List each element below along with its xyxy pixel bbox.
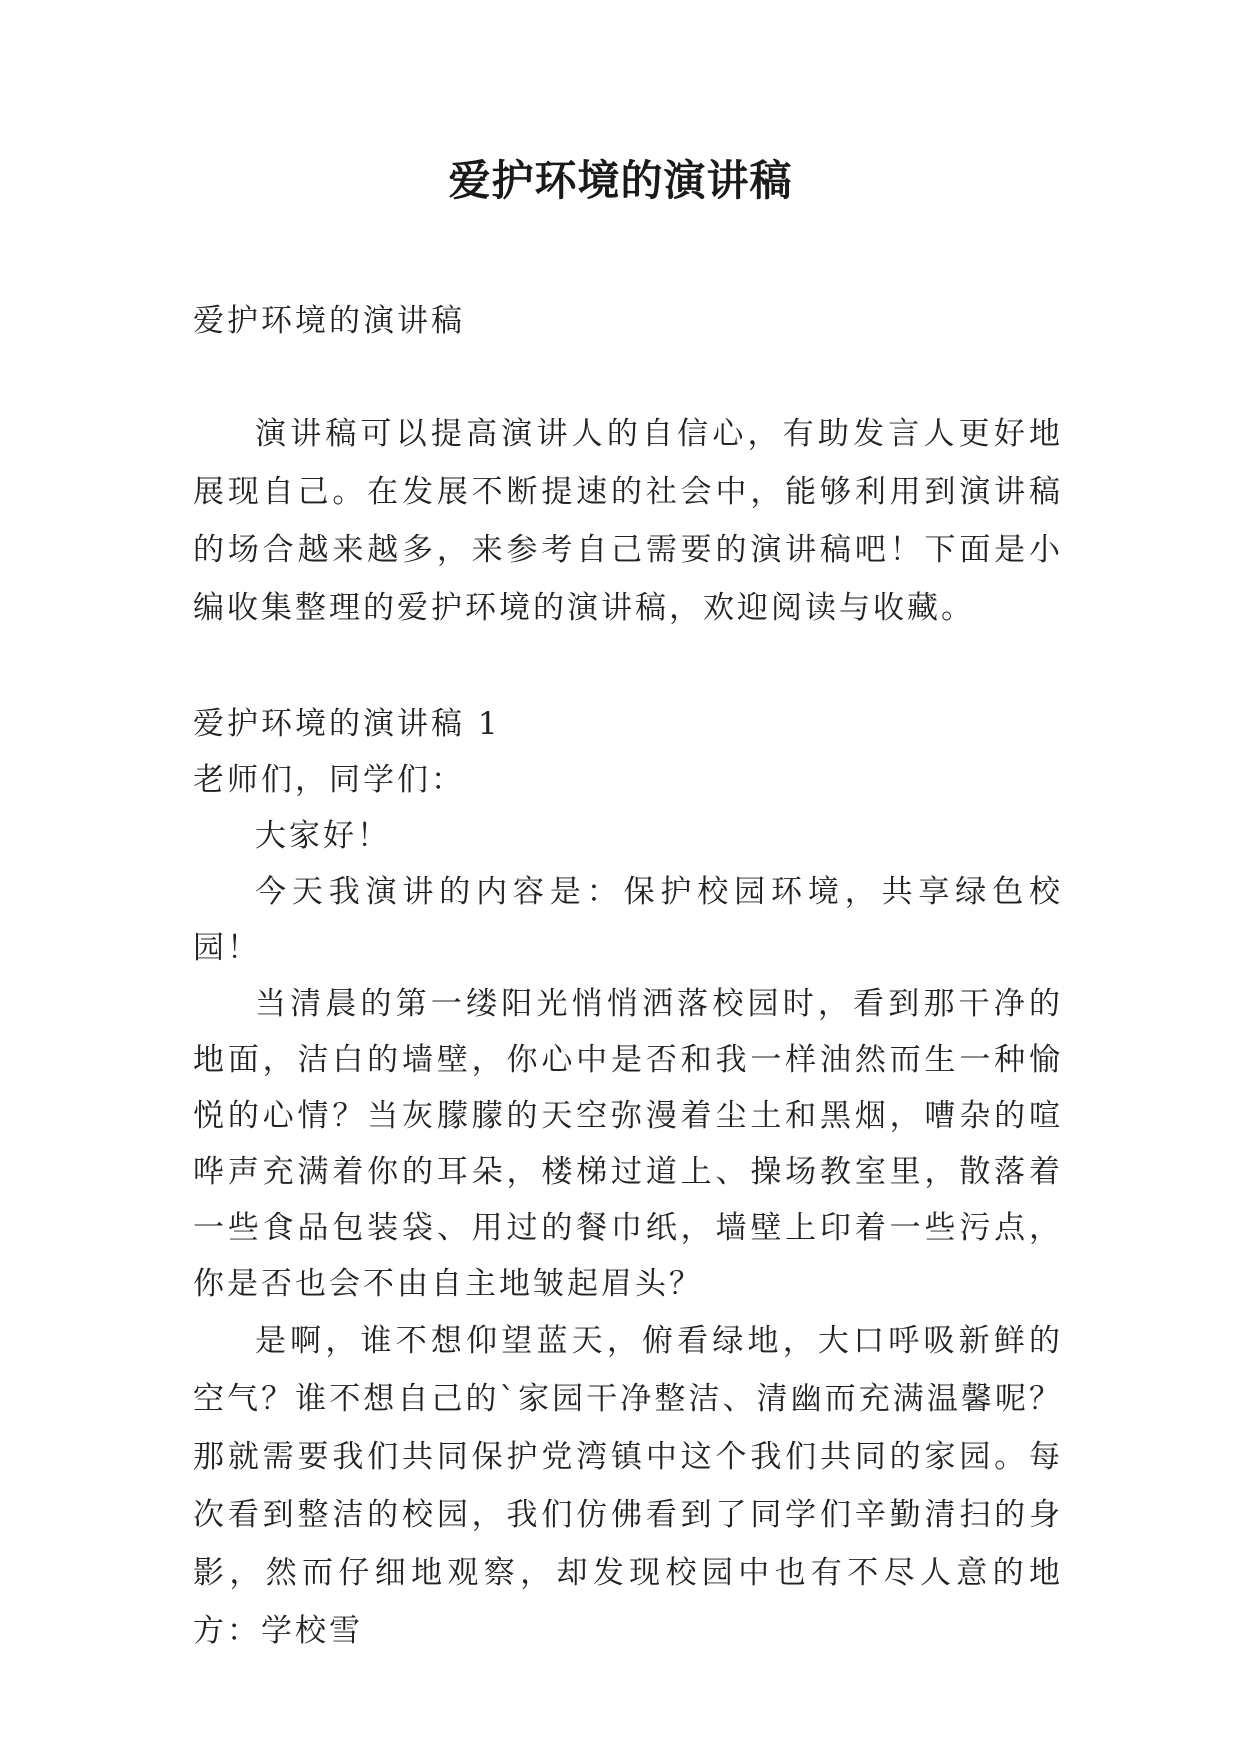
document-subtitle: 爱护环境的演讲稿 [193, 303, 465, 339]
speech-section-1 [193, 696, 1063, 1660]
intro-paragraph: 演讲稿可以提高演讲人的自信心，有助发言人更好地展现自己。在发展不断提速的社会中，能够利用到演讲稿的场合越来越多，来参考自己需要的演讲稿吧！下面是小编收集整理的爱护环境的演讲稿，欢迎阅读与收藏。 [193, 416, 1063, 626]
document-title: 爱护环境的演讲稿 [448, 156, 793, 205]
body-paragraph: 当清晨的第一缕阳光悄悄洒落校园时，看到那干净的地面，洁白的墙壁，你心中是否和我一样油然而生一种愉悦的心情？当灰朦朦的天空弥漫着尘土和黑烟，嘈杂的喧哗声充满着你的耳朵，楼梯过道上、操场教室里，散落着一些食品包装袋、用过的餐巾纸，墙壁上印着一些污点，你是否也会不由自主地皱起眉头？ [193, 986, 1063, 1302]
greeting: 大家好！ [255, 818, 391, 854]
section-heading: 爱护环境的演讲稿 1 [193, 706, 501, 742]
salutation: 老师们，同学们： [193, 762, 465, 798]
topic-line: 今天我演讲的内容是：保护校园环境，共享绿色校园！ [193, 874, 1063, 966]
body-paragraph: 是啊，谁不想仰望蓝天，俯看绿地，大口呼吸新鲜的空气？谁不想自己的`家园干净整洁、清幽而充满温馨呢？那就需要我们共同保护党湾镇中这个我们共同的家园。每次看到整洁的校园，我们仿佛看到了同学们辛勤清扫的身影，然而仔细地观察，却发现校园中也有不尽人意的地方：学校雪 [193, 1323, 1063, 1649]
